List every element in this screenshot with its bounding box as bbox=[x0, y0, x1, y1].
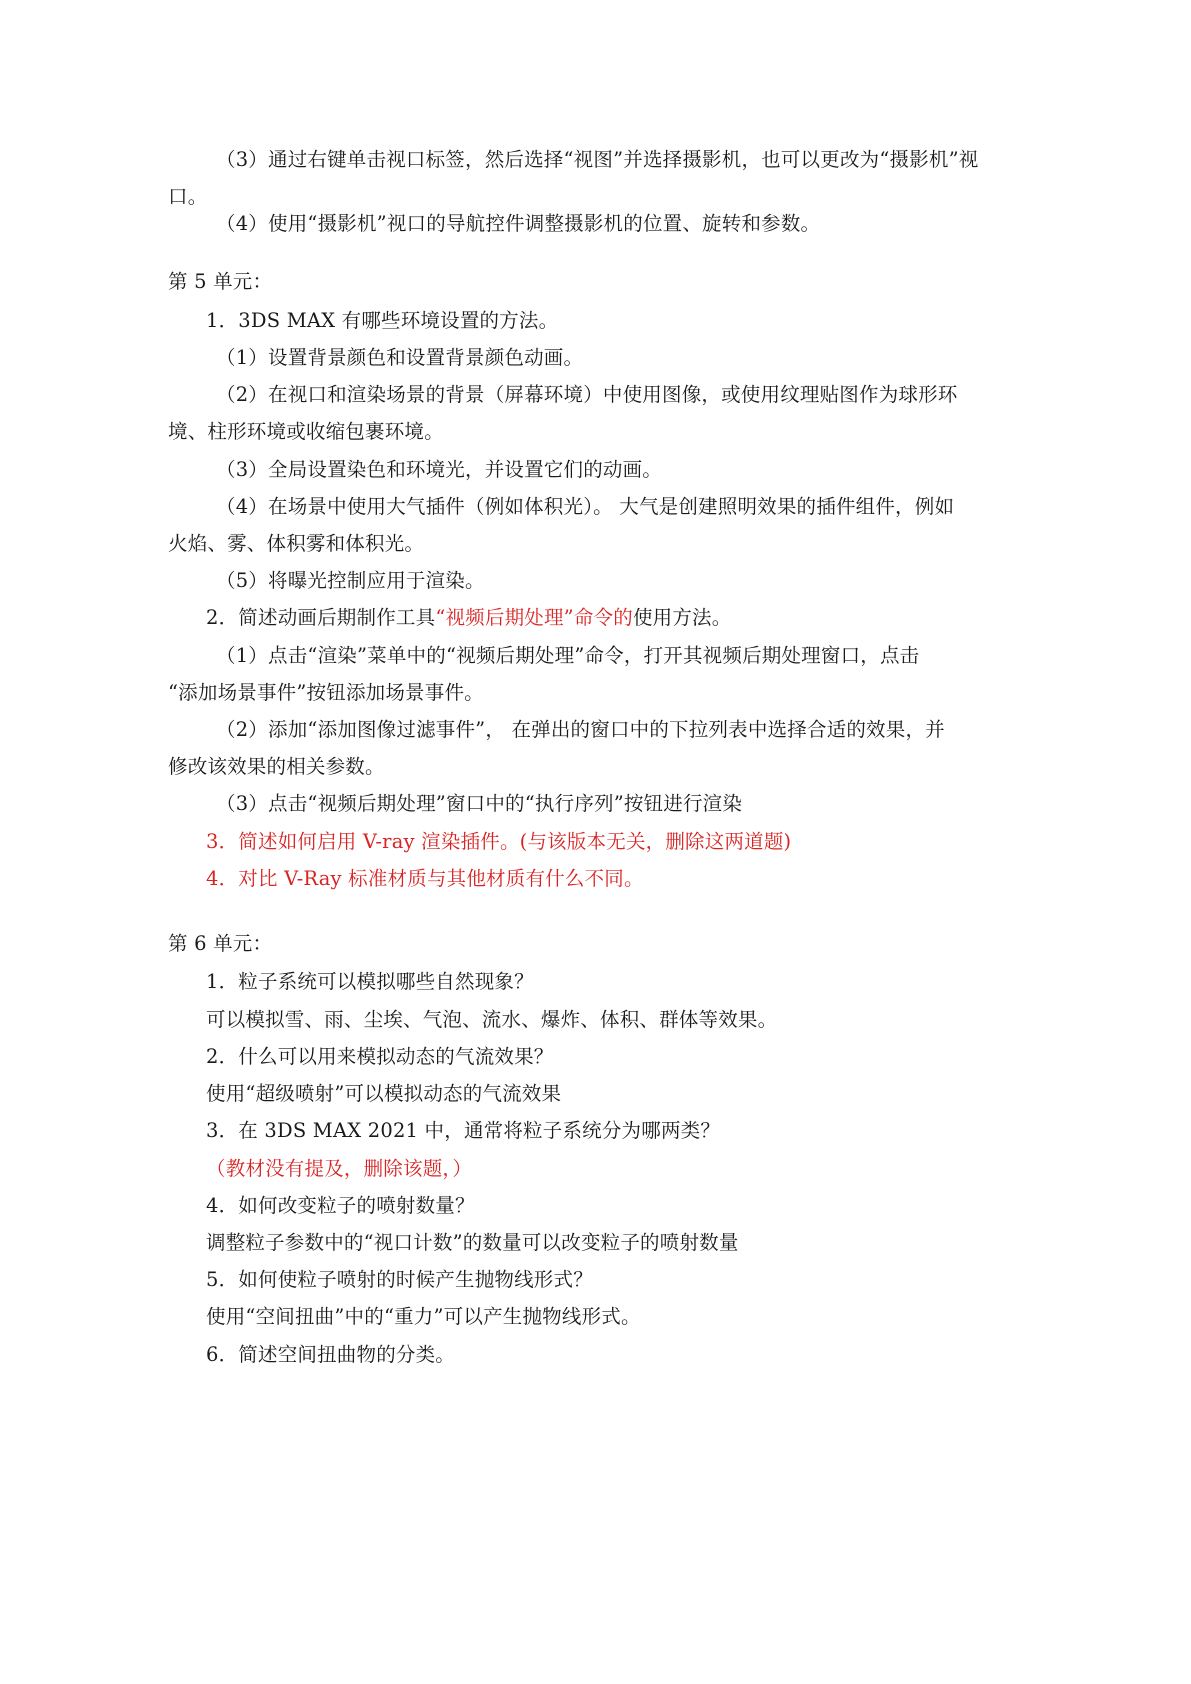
unit4-step4: （4）使用“摄影机”视口的导航控件调整摄影机的位置、旋转和参数。 bbox=[216, 212, 821, 235]
unit6-q4: 4．如何改变粒子的喷射数量？ bbox=[206, 1194, 475, 1217]
unit5-q2-red-highlight: “视频后期处理”命令的 bbox=[435, 606, 633, 629]
unit5-q1-answer1: （1）设置背景颜色和设置背景颜色动画。 bbox=[216, 346, 584, 369]
unit5-q1-answer2-line1: （2）在视口和渲染场景的背景（屏幕环境）中使用图像，或使用纹理贴图作为球形环 bbox=[216, 383, 958, 406]
unit4-step3-line1: （3）通过右键单击视口标签，然后选择“视图”并选择摄影机，也可以更改为“摄影机”视 bbox=[216, 148, 979, 171]
unit5-q2-answer2-line2: 修改该效果的相关参数。 bbox=[168, 755, 385, 778]
unit5-q1-answer4-line1: （4）在场景中使用大气插件（例如体积光）。 大气是创建照明效果的插件组件，例如 bbox=[216, 495, 955, 518]
unit5-q1-answer2-line2: 境、柱形环境或收缩包裹环境。 bbox=[168, 420, 444, 443]
unit6-a1: 可以模拟雪、雨、尘埃、气泡、流水、爆炸、体积、群体等效果。 bbox=[206, 1008, 778, 1031]
unit5-q3-red: 3．简述如何启用 V-ray 渲染插件。(与该版本无关，删除这两道题) bbox=[206, 830, 792, 853]
unit5-q2-suffix: 使用方法。 bbox=[632, 606, 732, 629]
unit5-q2-prefix: 2．简述动画后期制作工具 bbox=[206, 606, 436, 629]
unit5-q2-answer3: （3）点击“视频后期处理”窗口中的“执行序列”按钮进行渲染 bbox=[216, 792, 743, 815]
unit6-heading: 第 6 单元： bbox=[168, 932, 273, 955]
unit5-q2-answer2-line1: （2）添加“添加图像过滤事件”， 在弹出的窗口中的下拉列表中选择合适的效果，并 bbox=[216, 718, 945, 741]
unit4-step3-line2: 口。 bbox=[168, 185, 208, 208]
unit6-a3-red: （教材没有提及，删除该题，） bbox=[206, 1157, 473, 1180]
unit5-q2 bbox=[206, 606, 731, 630]
unit5-q1-answer5: （5）将曝光控制应用于渲染。 bbox=[216, 569, 485, 592]
unit5-q1-answer3: （3）全局设置染色和环境光，并设置它们的动画。 bbox=[216, 458, 663, 481]
unit6-q5: 5．如何使粒子喷射的时候产生抛物线形式？ bbox=[206, 1268, 593, 1291]
unit6-q1: 1．粒子系统可以模拟哪些自然现象？ bbox=[206, 970, 534, 993]
unit6-a5: 使用“空间扭曲”中的“重力”可以产生抛物线形式。 bbox=[206, 1305, 641, 1328]
unit5-q4-red: 4．对比 V-Ray 标准材质与其他材质有什么不同。 bbox=[206, 867, 644, 890]
unit5-q2-answer1-line1: （1）点击“渲染”菜单中的“视频后期处理”命令，打开其视频后期处理窗口，点击 bbox=[216, 644, 920, 667]
unit6-a2: 使用“超级喷射”可以模拟动态的气流效果 bbox=[206, 1082, 562, 1105]
unit5-heading: 第 5 单元： bbox=[168, 270, 273, 293]
unit5-q2-answer1-line2: “添加场景事件”按钮添加场景事件。 bbox=[168, 681, 484, 704]
unit5-q1: 1．3DS MAX 有哪些环境设置的方法。 bbox=[206, 309, 559, 332]
unit6-a4: 调整粒子参数中的“视口计数”的数量可以改变粒子的喷射数量 bbox=[206, 1231, 739, 1254]
unit5-q1-answer4-line2: 火焰、雾、体积雾和体积光。 bbox=[168, 532, 425, 555]
unit6-q3: 3．在 3DS MAX 2021 中，通常将粒子系统分为哪两类？ bbox=[206, 1119, 721, 1142]
unit6-q6: 6．简述空间扭曲物的分类。 bbox=[206, 1343, 456, 1366]
unit6-q2: 2．什么可以用来模拟动态的气流效果？ bbox=[206, 1045, 554, 1068]
